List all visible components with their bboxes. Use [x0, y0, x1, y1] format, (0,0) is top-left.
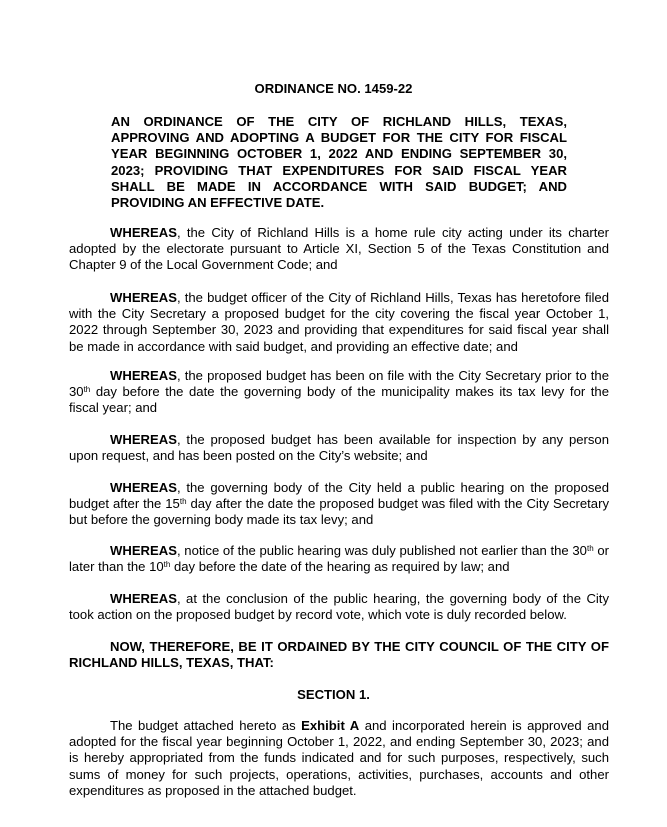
whereas-text: , the City of Richland Hills is a home rule city acting under its charter adopted by the electorate pursuant to Article XI, Section 5 of the Texas Constitution and Chapter 9 of the Local Government Code; and: [69, 225, 609, 273]
ordinal-suffix: th: [83, 385, 91, 395]
whereas-label: WHEREAS: [110, 225, 177, 240]
ordinal-suffix: th: [179, 497, 187, 507]
whereas-text: , the governing body of the City held a public hearing on the proposed budget after the 15: [69, 480, 609, 512]
whereas-text: day before the date of the hearing as required by law; and: [170, 559, 510, 575]
whereas-label: WHEREAS: [110, 432, 177, 447]
whereas-paragraph-4: [69, 432, 609, 464]
section-1-paragraph: [69, 718, 609, 799]
whereas-label: WHEREAS: [110, 480, 177, 495]
whereas-text: or later than the 10: [69, 543, 609, 575]
whereas-label: WHEREAS: [110, 543, 177, 558]
ordinance-title: ORDINANCE NO. 1459-22: [254, 81, 413, 96]
whereas-text: , at the conclusion of the public hearing, the governing body of the City took action on the proposed budget by record vote, which vote is duly recorded below.: [69, 591, 609, 623]
section-1-text: The budget attached hereto as: [110, 718, 302, 733]
whereas-text: day after the date the proposed budget was filed with the City Secretary but before the governing body made its tax levy; and: [69, 496, 609, 528]
whereas-label: WHEREAS: [110, 290, 177, 305]
whereas-paragraph-3: [69, 368, 609, 417]
whereas-text: day before the date the governing body of the municipality makes its tax levy for the fiscal year; and: [69, 384, 609, 416]
section-1-heading: SECTION 1.: [297, 687, 370, 702]
whereas-paragraph-2: [69, 290, 609, 355]
ordinance-caption: AN ORDINANCE OF THE CITY OF RICHLAND HILLS, TEXAS, APPROVING AND ADOPTING A BUDGET FOR THE CITY FOR FISCAL YEAR BEGINNING OCTOBER 1, 2022 AND ENDING SEPTEMBER 30, 2023; PROVIDING THAT EXPENDITURES FOR SAID FISCAL YEAR SHALL BE MADE IN ACCORDANCE WITH SAID BUDGET; AND PROVIDING AN EFFECTIVE DATE.: [111, 114, 567, 211]
ordinal-suffix: th: [586, 544, 594, 553]
whereas-paragraph-1: [69, 225, 609, 274]
whereas-label: WHEREAS: [110, 368, 177, 383]
whereas-paragraph-6: [69, 543, 609, 575]
whereas-label: WHEREAS: [110, 591, 177, 606]
whereas-text: , the proposed budget has been on file with the City Secretary prior to the 30: [69, 368, 609, 400]
section-1-text: and incorporated herein is approved and adopted for the fiscal year beginning October 1, 2022, and ending September 30, 2023; and is hereby appropriated from the funds indicated and for such purposes, respectively, such sums of money for such projects, operations, activities, purchases, accounts and other expenditures as proposed in the attached budget.: [69, 718, 609, 798]
whereas-text: , the proposed budget has been available for inspection by any person upon request, and has been posted on the City’s website; and: [69, 432, 609, 464]
ordaining-clause: NOW, THEREFORE, BE IT ORDAINED BY THE CITY COUNCIL OF THE CITY OF RICHLAND HILLS, TEXAS, THAT:: [69, 639, 609, 671]
whereas-paragraph-5: [69, 480, 609, 529]
exhibit-reference: Exhibit A: [301, 718, 360, 733]
ordinal-suffix: th: [163, 560, 171, 570]
whereas-text: , the budget officer of the City of Richland Hills, Texas has heretofore filed with the City Secretary a proposed budget for the city covering the fiscal year October 1, 2022 through September 30, 2023 and providing that expenditures for said fiscal year shall be made in accordance with said budget, and providing an effective date; and: [69, 290, 609, 354]
whereas-text: , notice of the public hearing was duly published not earlier than the 30: [176, 543, 587, 558]
whereas-paragraph-7: [69, 591, 609, 623]
